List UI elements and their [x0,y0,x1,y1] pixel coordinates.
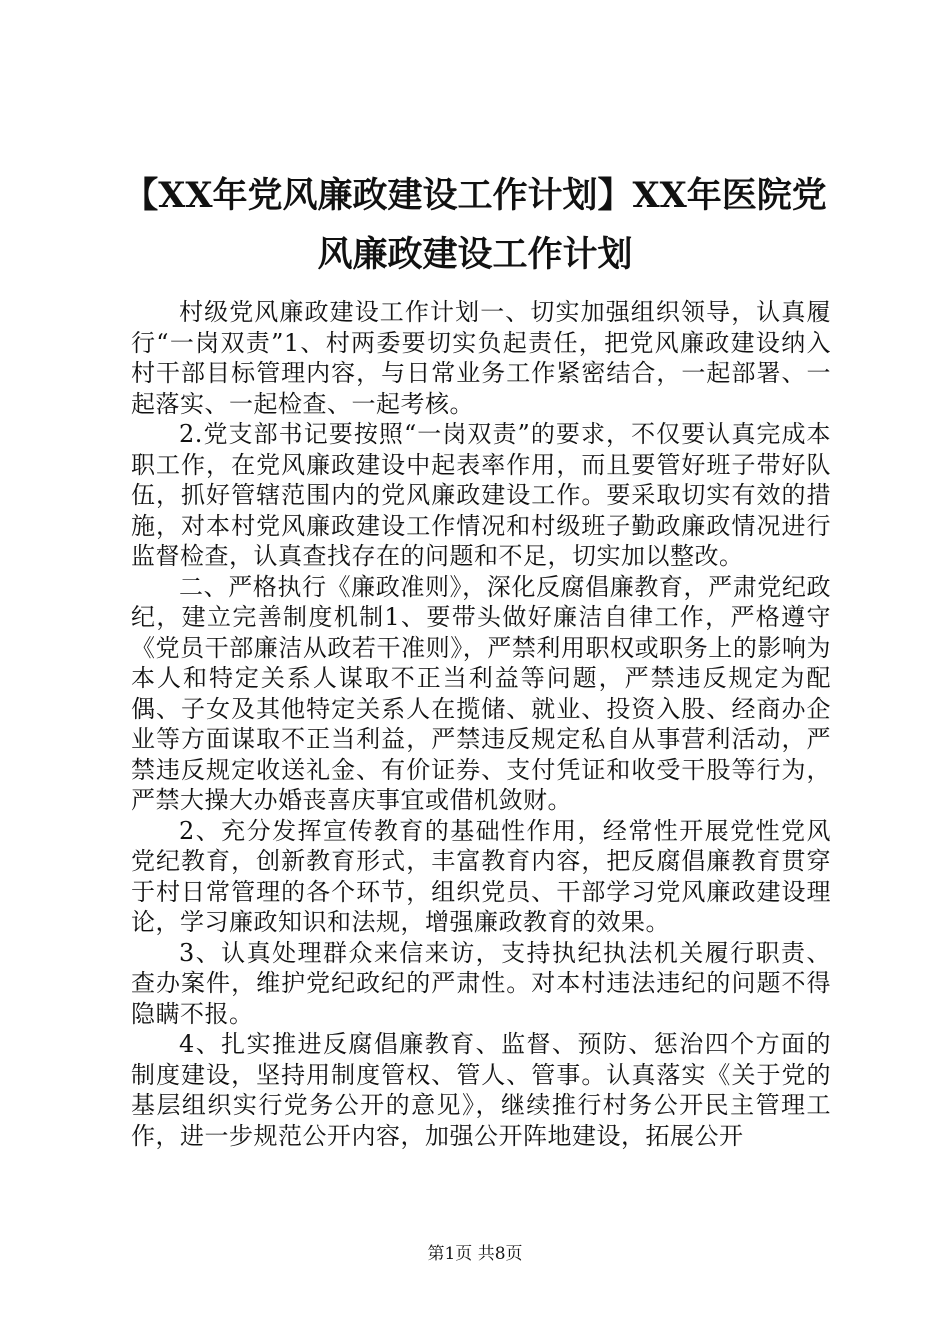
page-number-footer: 第1页 共8页 [427,1244,523,1264]
document-body [131,297,831,1151]
paragraph: 4、扎实推进反腐倡廉教育、监督、预防、惩治四个方面的制度建设，坚持用制度管权、管人、管事。认真落实《关于党的基层组织实行党务公开的意见》，继续推行村务公开民主管理工作，进一步规范公开内容，加强公开阵地建设，拓展公开 [131,1030,831,1150]
paragraph: 二、严格执行《廉政准则》，深化反腐倡廉教育，严肃党纪政纪，建立完善制度机制1、要带头做好廉洁自律工作，严格遵守《党员干部廉洁从政若干准则》，严禁利用职权或职务上的影响为本人和特定关系人谋取不正当利益等问题，严禁违反规定为配偶、子女及其他特定关系人在揽储、就业、投资入股、经商办企业等方面谋取不正当利益，严禁违反规定私自从事营利活动，严禁违反规定收送礼金、有价证券、支付凭证和收受干股等行为，严禁大操大办婚丧喜庆事宜或借机敛财。 [131,572,831,814]
paragraph: 村级党风廉政建设工作计划一、切实加强组织领导，认真履行“一岗双责”1、村两委要切实负起责任，把党风廉政建设纳入村干部目标管理内容，与日常业务工作紧密结合，一起部署、一起落实、一起检查、一起考核。 [131,298,831,418]
paragraph: 3、认真处理群众来信来访，支持执纪执法机关履行职责、查办案件，维护党纪政纪的严肃性。对本村违法违纪的问题不得隐瞒不报。 [131,938,831,1028]
document-title: 【XX年党风廉政建设工作计划】XX年医院党风廉政建设工作计划 [123,175,827,275]
paragraph: 2.党支部书记要按照“一岗双责”的要求，不仅要认真完成本职工作，在党风廉政建设中起表率作用，而且要管好班子带好队伍，抓好管辖范围内的党风廉政建设工作。要采取切实有效的措施，对本村党风廉政建设工作情况和村级班子勤政廉政情况进行监督检查，认真查找存在的问题和不足，切实加以整改。 [131,420,831,570]
paragraph: 2、充分发挥宣传教育的基础性作用，经常性开展党性党风党纪教育，创新教育形式，丰富教育内容，把反腐倡廉教育贯穿于村日常管理的各个环节，组织党员、干部学习党风廉政建设理论，学习廉政知识和法规，增强廉政教育的效果。 [131,816,831,936]
